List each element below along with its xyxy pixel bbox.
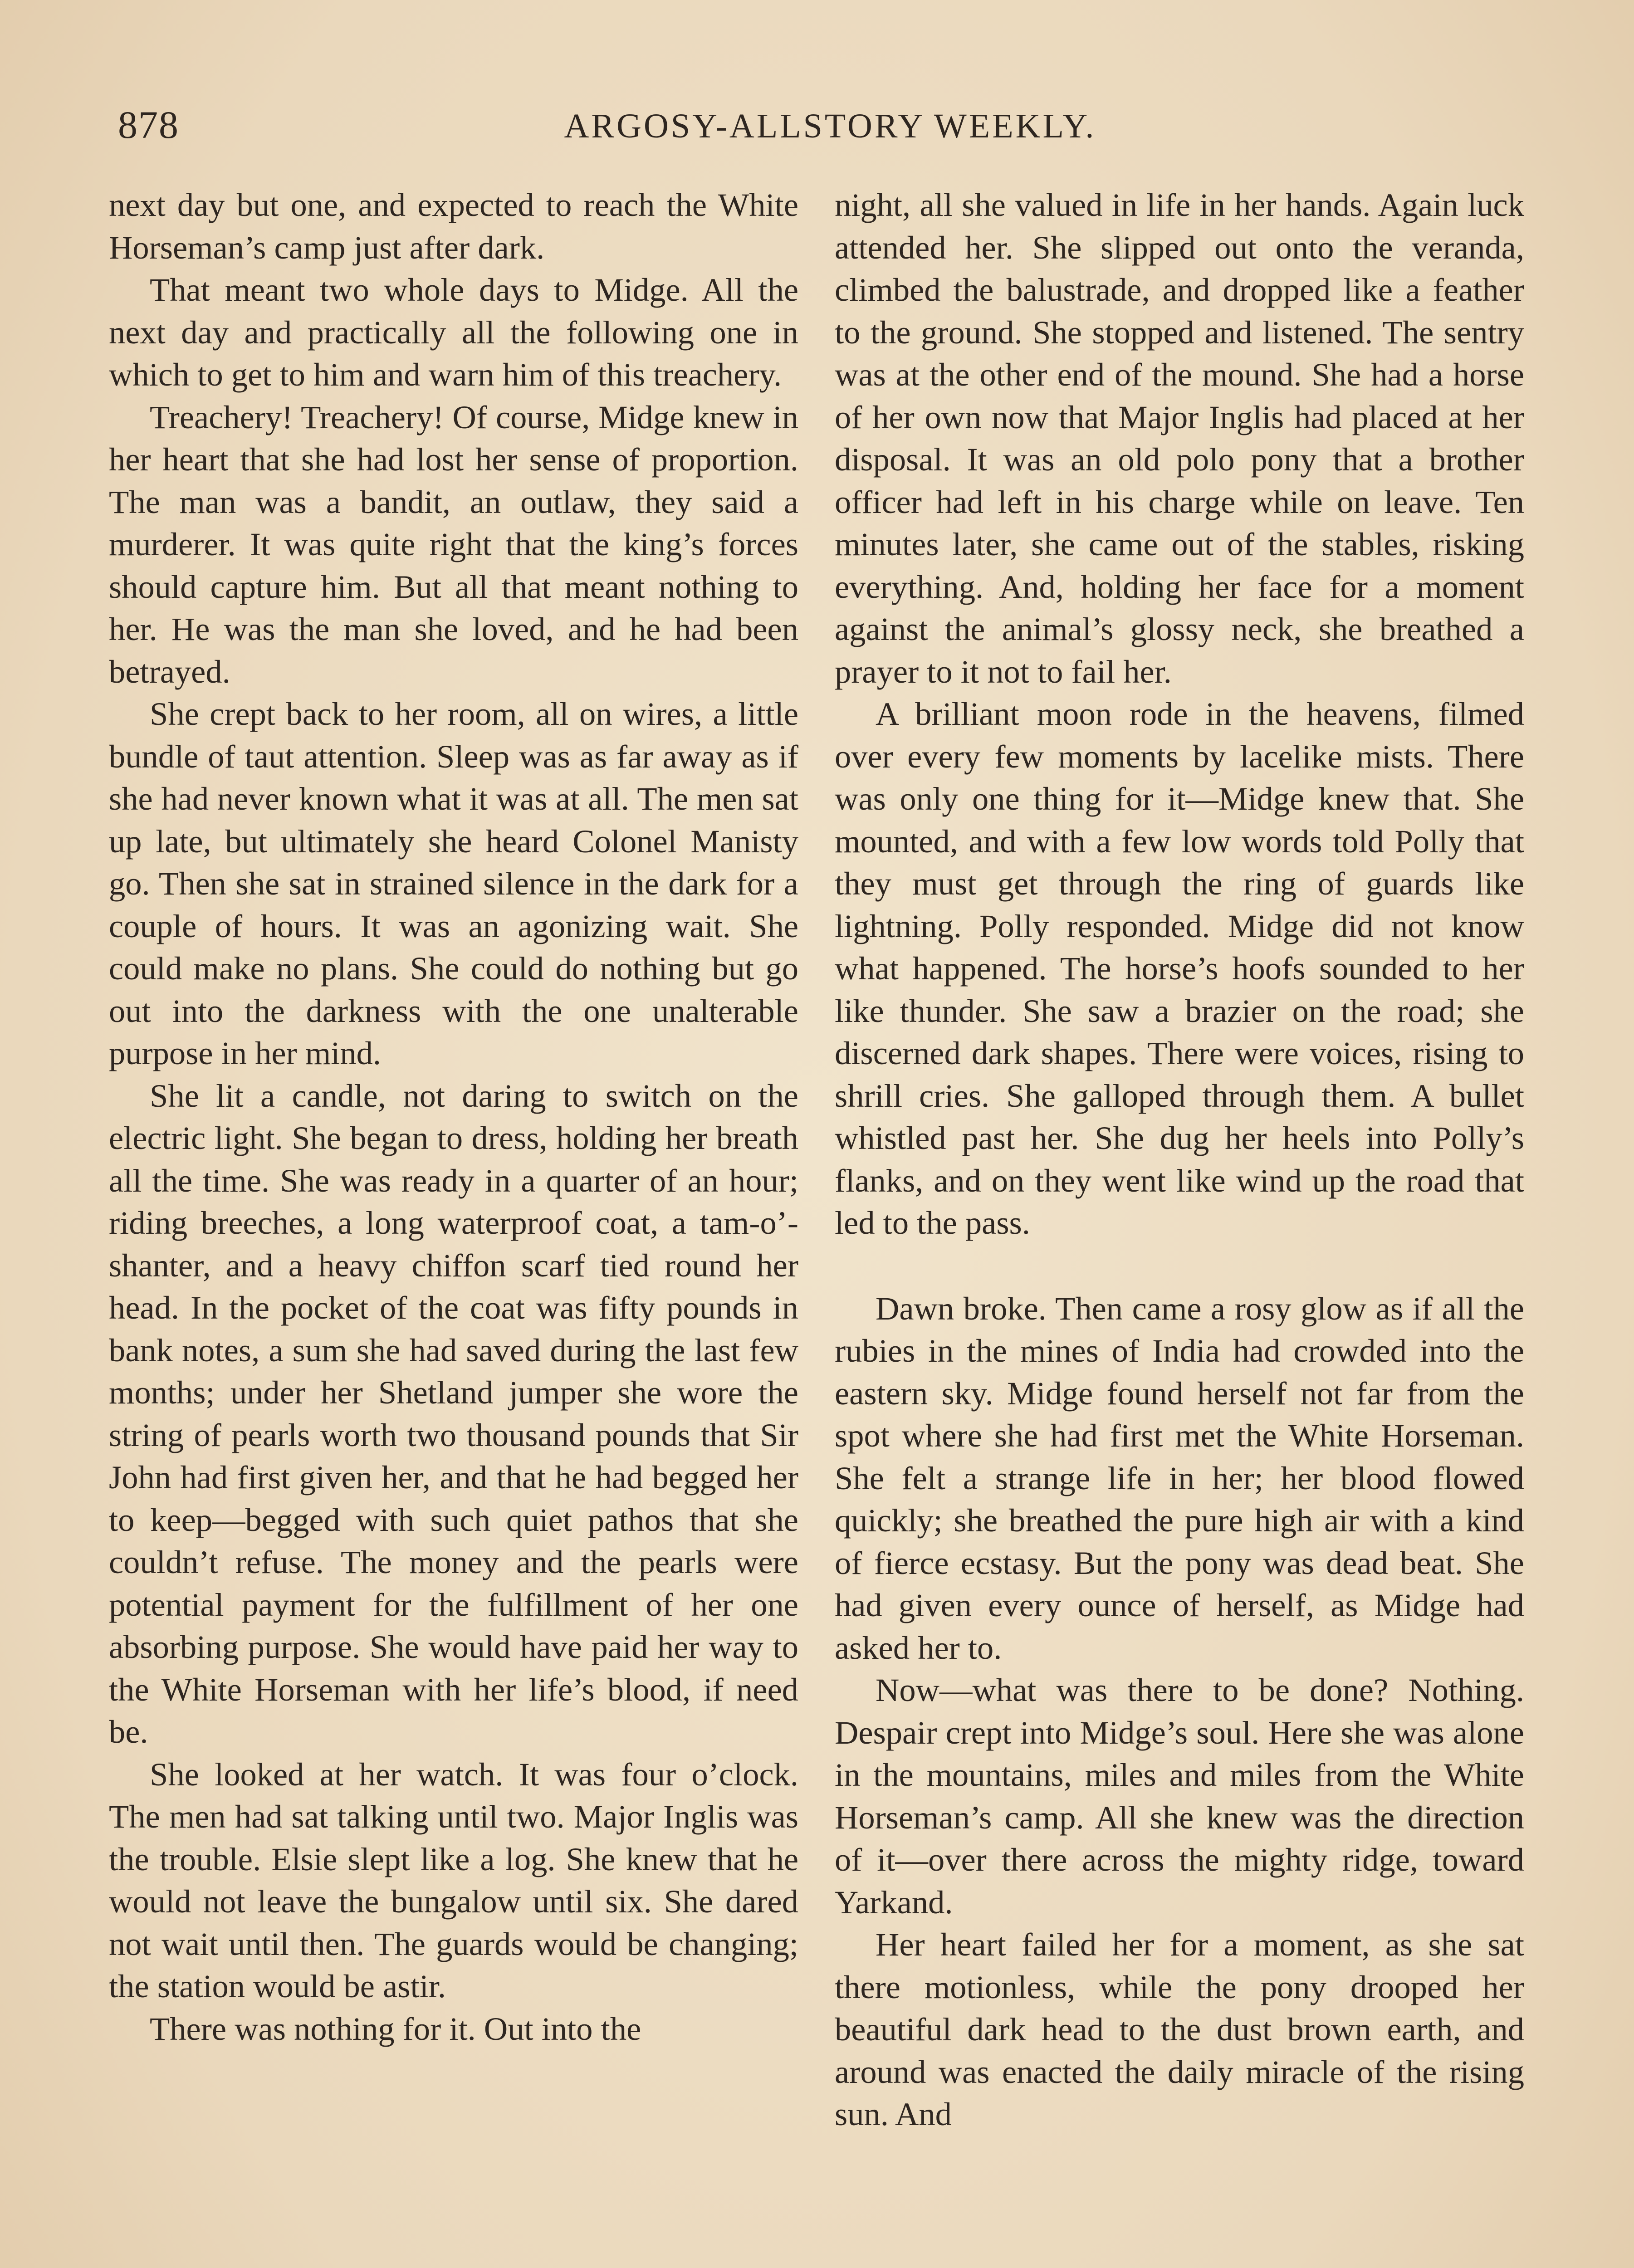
page-number: 878: [118, 103, 179, 147]
paragraph: She lit a candle, not daring to switch on the electric light. She began to dress, holding her breath all the time. She was ready in a quarter of an hour; riding breeches, a long waterproof coat, a tam-o’-shanter, and a heavy chiffon scarf tied round her head. In the pocket of the coat was fifty pounds in bank notes, a sum she had saved during the last few months; under her Shetland jumper she wore the string of pearls worth two thousand pounds that Sir John had first given her, and that he had begged her to keep—begged with such quiet pathos that she couldn’t refuse. The money and the pearls were potential payment for the fulfillment of her one absorbing purpose. She would have paid her way to the White Horseman with her life’s blood, if need be.: [109, 1077, 798, 1750]
paragraph: She crept back to her room, all on wires, a little bundle of taut attention. Sleep was as far away as if she had never known what it was at all. The men sat up late, but ultimately she heard Colonel Manisty go. Then she sat in strained silence in the dark for a couple of hours. It was an agonizing wait. She could make no plans. She could do nothing but go out into the darkness with the one unalterable purpose in her mind.: [109, 695, 798, 1071]
paragraph: Treachery! Treachery! Of course, Midge knew in her heart that she had lost her sense of proportion. The man was a bandit, an outlaw, they said a murderer. It was quite right that the king’s forces should capture him. But all that meant nothing to her. He was the man she loved, and he had been betrayed.: [109, 398, 798, 690]
paragraph: Her heart failed her for a moment, as she sat there motionless, while the pony drooped her beautiful dark head to the dust brown earth, and around was enacted the daily miracle of the rising sun. And: [835, 1926, 1524, 2132]
paragraph: Now—what was there to be done? Nothing. Despair crept into Midge’s soul. Here she was alone in the mountains, miles and miles from the White Horseman’s camp. All she knew was the direction of it—over there across the mighty ridge, toward Yarkand.: [835, 1672, 1524, 1921]
section-break: [835, 1244, 1524, 1287]
right-column: [835, 184, 1524, 2136]
paragraph: There was nothing for it. Out into the: [150, 2010, 641, 2047]
paragraph: A brilliant moon rode in the heavens, filmed over every few moments by lacelike mists. There was only one thing for it—Midge knew that. She mounted, and with a few low words told Polly that they must get through the ring of guards like lightning. Polly responded. Midge did not know what happened. The horse’s hoofs sounded to her like thunder. She saw a brazier on the road; she discerned dark shapes. There were voices, rising to shrill cries. She galloped through them. A bullet whistled past her. She dug her heels into Polly’s flanks, and on they went like wind up the road that led to the pass.: [835, 695, 1524, 1241]
paragraph: next day but one, and expected to reach the White Horseman’s camp just after dark.: [109, 186, 798, 266]
paragraph: night, all she valued in life in her hands. Again luck attended her. She slipped out onto the veranda, climbed the balustrade, and dropped like a feather to the ground. She stopped and listened. The sentry was at the other end of the mound. She had a horse of her own now that Major Inglis had placed at her disposal. It was an old polo pony that a brother officer had left in his charge while on leave. Ten minutes later, she came out of the stables, risking everything. And, holding her face for a moment against the animal’s glossy neck, she breathed a prayer to it not to fail her.: [835, 186, 1524, 690]
left-column: [109, 184, 798, 2050]
paragraph: Dawn broke. Then came a rosy glow as if all the rubies in the mines of India had crowded into the eastern sky. Midge found herself not far from the spot where she had first met the White Horseman. She felt a strange life in her; her blood flowed quickly; she breathed the pure high air with a kind of fierce ecstasy. But the pony was dead beat. She had given every ounce of herself, as Midge had asked her to.: [835, 1290, 1524, 1666]
page-header: [109, 102, 1551, 156]
paragraph: She looked at her watch. It was four o’clock. The men had sat talking until two. Major Inglis was the trouble. Elsie slept like a log. She knew that he would not leave the bungalow until six. She dared not wait until then. The guards would be changing; the station would be astir.: [109, 1755, 798, 2004]
paragraph: That meant two whole days to Midge. All the next day and practically all the following one in which to get to him and warn him of this treachery.: [109, 271, 798, 393]
running-title: ARGOSY-ALLSTORY WEEKLY.: [564, 107, 1096, 145]
